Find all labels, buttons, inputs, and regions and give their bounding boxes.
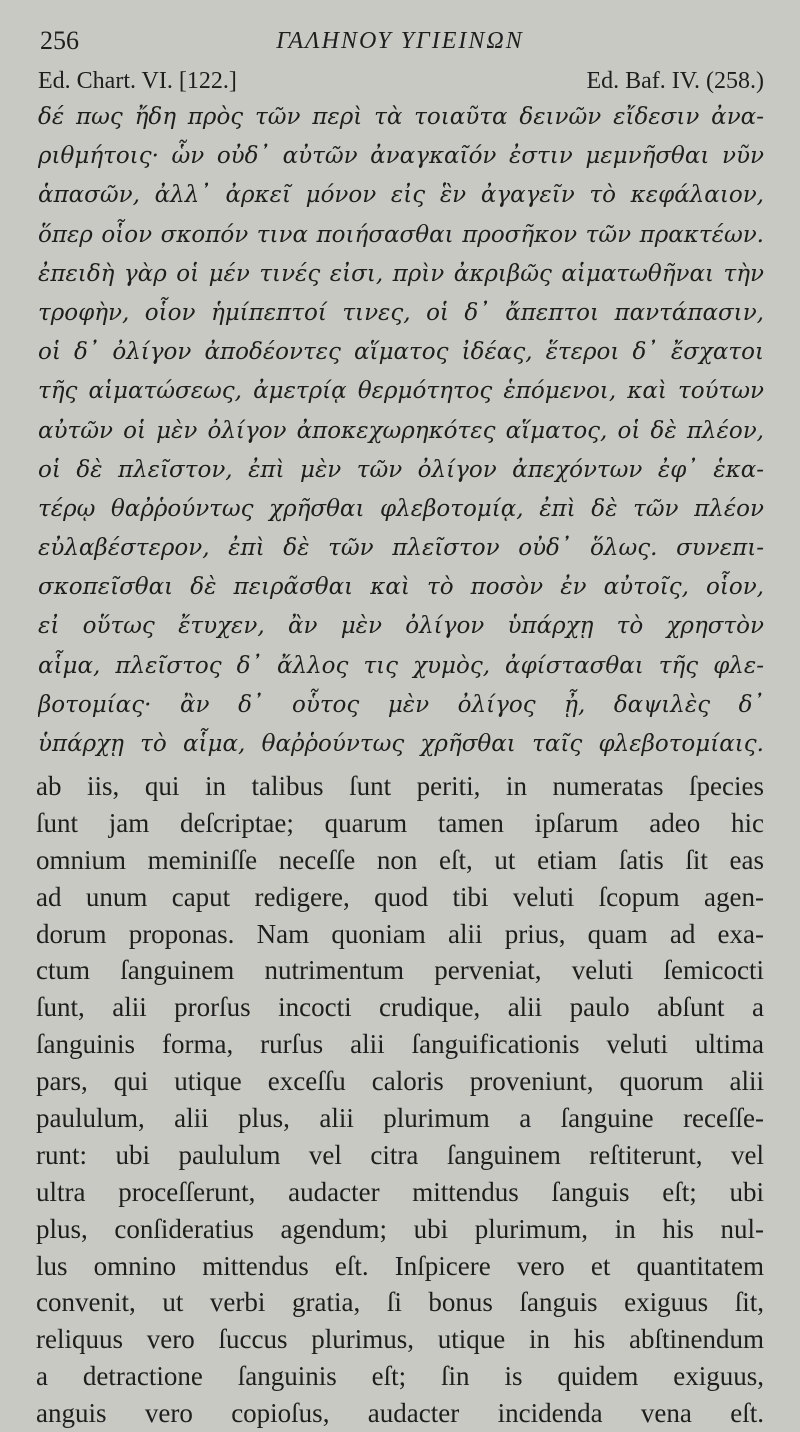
greek-line: σκοπεῖσθαι δὲ πειρᾶσθαι καὶ τὸ ποσὸν ἐν αὐτοῖς, οἷον, (38, 574, 764, 601)
latin-line: reliquus vero ſuccus plurimus, utique in his abſtinendum (36, 1324, 764, 1355)
greek-line: δέ πως ἤδη πρὸς τῶν περὶ τὰ τοιαῦτα δεινῶν εἴδεσιν ἀνα- (38, 104, 764, 130)
greek-text-block (38, 98, 764, 764)
latin-line: pars, qui utique exceſſu caloris proveniunt, quorum alii (36, 1066, 764, 1097)
latin-line: a detractione ſanguinis eſt; ſin is quidem exiguus, (36, 1361, 764, 1392)
latin-line: runt: ubi paululum vel citra ſanguinem reſtiterunt, vel (36, 1139, 764, 1170)
greek-line: ὑπάρχῃ τὸ αἷμα, θαῤῥούντως χρῆσθαι ταῖς φλεβοτομίαις. (38, 731, 764, 757)
greek-line: ριθμήτοις· ὧν οὐδ᾽ αὐτῶν ἀναγκαῖόν ἐστιν μεμνῆσθαι νῦν (38, 143, 764, 170)
edition-reference-right: Ed. Baf. IV. (258.) (586, 68, 764, 94)
greek-line: ἁπασῶν, ἀλλ᾽ ἀρκεῖ μόνον εἰς ἓν ἀγαγεῖν τὸ κεφάλαιον, (38, 182, 764, 209)
greek-line: αἷμα, πλεῖστος δ᾽ ἄλλος τις χυμὸς, ἀφίστασθαι τῆς φλε- (38, 652, 764, 679)
greek-line: βοτομίας· ἂν δ᾽ οὗτος μὲν ὀλίγος ᾖ, δαψιλὲς δ᾽ (38, 691, 764, 718)
latin-line: dorum proponas. Nam quoniam alii prius, quam ad exa- (36, 918, 764, 949)
latin-line: ultra proceſſerunt, audacter mittendus ſanguis eſt; ubi (36, 1176, 764, 1207)
latin-line: anguis vero copioſus, audacter incidenda vena eſt. (36, 1398, 764, 1429)
latin-line: plus, conſideratius agendum; ubi plurimum, in his nul- (36, 1213, 764, 1244)
greek-line: τροφὴν, οἷον ἡμίπεπτοί τινες, οἱ δ᾽ ἄπεπτοι παντάπασιν, (38, 299, 764, 326)
greek-line: οἱ δ᾽ ὀλίγον ἀποδέοντες αἵματος ἰδέας, ἕτεροι δ᾽ ἔσχατοι (38, 339, 764, 366)
latin-line: convenit, ut verbi gratia, ſi bonus ſanguis exiguus ſit, (36, 1287, 764, 1318)
greek-line: εὐλαβέστερον, ἐπὶ δὲ τῶν πλεῖστον οὐδ᾽ ὅλως. συνεπι- (38, 535, 764, 562)
latin-line: ſunt jam deſcriptae; quarum tamen ipſarum adeo hic (36, 807, 764, 838)
latin-line: ctum ſanguinem nutrimentum perveniat, veluti ſemicocti (36, 955, 764, 986)
greek-line: εἰ οὕτως ἔτυχεν, ἂν μὲν ὀλίγον ὑπάρχῃ τὸ χρηστὸν (38, 613, 764, 640)
page-number: 256 (40, 26, 79, 55)
latin-line: ab iis, qui in talibus ſunt periti, in numeratas ſpecies (36, 771, 764, 801)
running-title: ΓΑΛΗΝΟΥ ΥΓΙΕΙΝΩΝ (276, 28, 524, 54)
latin-line: ad unum caput redigere, quod tibi veluti ſcopum agen- (36, 881, 764, 912)
greek-line: τέρῳ θαῤῥούντως χρῆσθαι φλεβοτομίᾳ, ἐπὶ δὲ τῶν πλέον (38, 495, 764, 522)
greek-line: τῆς αἱματώσεως, ἀμετρίᾳ θερμότητος ἑπόμενοι, καὶ τούτων (38, 378, 764, 405)
greek-line: οἱ δὲ πλεῖστον, ἐπὶ μὲν τῶν ὀλίγον ἀπεχόντων ἐφ᾽ ἑκα- (38, 456, 764, 483)
latin-line: lus omnino mittendus eſt. Inſpicere vero et quantitatem (36, 1250, 764, 1281)
greek-line: αὐτῶν οἱ μὲν ὀλίγον ἀποκεχωρηκότες αἵματος, οἱ δὲ πλέον, (38, 417, 764, 444)
latin-line: omnium meminiſſe neceſſe non eſt, ut etiam ſatis ſit eas (36, 844, 764, 875)
latin-text-block (36, 768, 764, 1432)
edition-reference-left: Ed. Chart. VI. [122.] (38, 68, 237, 94)
greek-line: ὅπερ οἷον σκοπόν τινα ποιήσασθαι προσῆκον τῶν πρακτέων. (38, 221, 764, 248)
latin-line: paululum, alii plus, alii plurimum a ſanguine receſſe- (36, 1103, 764, 1134)
latin-line: ſanguinis forma, rurſus alii ſanguificationis veluti ultima (36, 1029, 764, 1060)
latin-line: ſunt, alii prorſus incocti crudique, alii paulo abſunt a (36, 992, 764, 1023)
greek-line: ἐπειδὴ γὰρ οἱ μέν τινές εἰσι, πρὶν ἀκριβῶς αἱματωθῆναι τὴν (38, 260, 764, 287)
